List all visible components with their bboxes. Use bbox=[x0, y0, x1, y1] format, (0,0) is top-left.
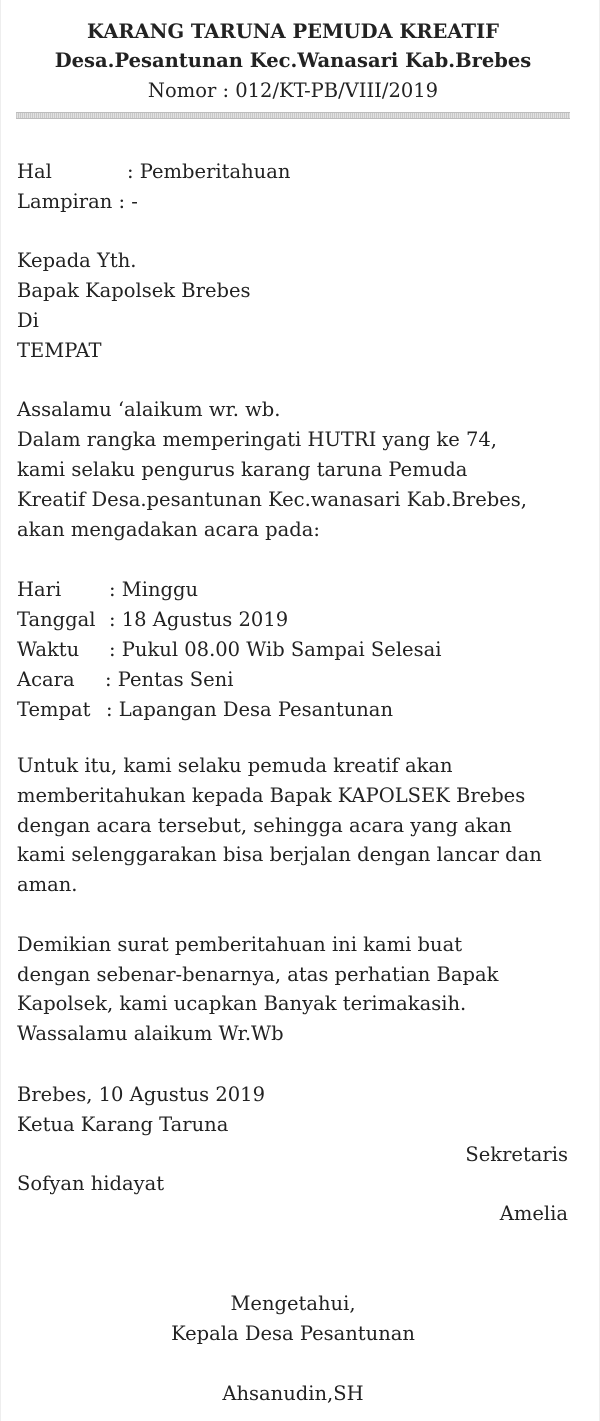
secretary-name: Amelia bbox=[499, 1202, 568, 1225]
recipient-di: Di bbox=[17, 309, 39, 332]
body-text-line: kami selenggarakan bisa berjalan dengan lancar dan bbox=[17, 843, 542, 866]
recipient-place: TEMPAT bbox=[17, 339, 102, 362]
opening-text-line: akan mengadakan acara pada: bbox=[17, 518, 320, 541]
event-time-label: Waktu bbox=[17, 638, 80, 661]
event-day-label: Hari bbox=[17, 578, 62, 601]
recipient-name: Bapak Kapolsek Brebes bbox=[17, 279, 251, 302]
closing-text-line: Kapolsek, kami ucapkan Banyak terimakasih. bbox=[17, 992, 467, 1015]
letterhead bbox=[16, 18, 570, 106]
body-text-line: memberitahukan kepada Bapak KAPOLSEK Brebes bbox=[17, 784, 526, 807]
body-text-line: dengan acara tersebut, sehingga acara yang akan bbox=[17, 814, 512, 837]
event-venue bbox=[17, 695, 393, 725]
event-time-value: : Pukul 08.00 Wib Sampai Selesai bbox=[109, 638, 442, 661]
acknowledgement-label: Mengetahui, bbox=[230, 1292, 356, 1315]
closing-greeting: Wassalamu alaikum Wr.Wb bbox=[17, 1022, 284, 1045]
closing-text-line: Demikian surat pemberitahuan ini kami buat bbox=[17, 933, 463, 956]
greeting: Assalamu ‘alaikum wr. wb. bbox=[17, 398, 281, 421]
subject-value: : Pemberitahuan bbox=[127, 160, 291, 183]
event-time bbox=[17, 635, 441, 665]
letter-number: Nomor : 012/KT-PB/VIII/2019 bbox=[147, 79, 439, 102]
opening-text-line: Dalam rangka memperingati HUTRI yang ke 74, bbox=[17, 428, 497, 451]
place-date: Brebes, 10 Agustus 2019 bbox=[17, 1083, 265, 1106]
body-text-line: aman. bbox=[17, 873, 78, 896]
secretary-title: Sekretaris bbox=[465, 1143, 568, 1166]
chair-title: Ketua Karang Taruna bbox=[17, 1113, 229, 1136]
closing-text-line: dengan sebenar-benarnya, atas perhatian Bapak bbox=[17, 963, 499, 986]
opening-text-line: kami selaku pengurus karang taruna Pemuda bbox=[17, 458, 468, 481]
organization-name: KARANG TARUNA PEMUDA KREATIF bbox=[87, 20, 499, 43]
opening-text-line: Kreatif Desa.pesantunan Kec.wanasari Kab.Brebes, bbox=[17, 488, 527, 511]
event-activity-value: : Pentas Seni bbox=[105, 668, 234, 691]
subject-label: Hal bbox=[17, 160, 52, 183]
letterhead-divider bbox=[16, 112, 570, 119]
event-date-label: Tanggal bbox=[17, 608, 96, 631]
event-venue-label: Tempat bbox=[17, 698, 91, 721]
event-activity bbox=[17, 665, 233, 695]
event-activity-label: Acara bbox=[17, 668, 75, 691]
event-day bbox=[17, 575, 198, 605]
village-head-title: Kepala Desa Pesantunan bbox=[171, 1322, 415, 1345]
event-date-value: : 18 Agustus 2019 bbox=[109, 608, 289, 631]
event-venue-value: : Lapangan Desa Pesantunan bbox=[106, 698, 393, 721]
chair-name: Sofyan hidayat bbox=[17, 1172, 165, 1195]
event-date bbox=[17, 605, 288, 635]
organization-address: Desa.Pesantunan Kec.Wanasari Kab.Brebes bbox=[54, 49, 532, 72]
village-head-name: Ahsanudin,SH bbox=[222, 1382, 364, 1405]
event-day-value: : Minggu bbox=[109, 578, 199, 601]
subject-line bbox=[17, 157, 290, 187]
attachment-line: Lampiran : - bbox=[17, 190, 138, 213]
body-text-line: Untuk itu, kami selaku pemuda kreatif akan bbox=[17, 754, 453, 777]
recipient-salutation: Kepada Yth. bbox=[17, 249, 137, 272]
